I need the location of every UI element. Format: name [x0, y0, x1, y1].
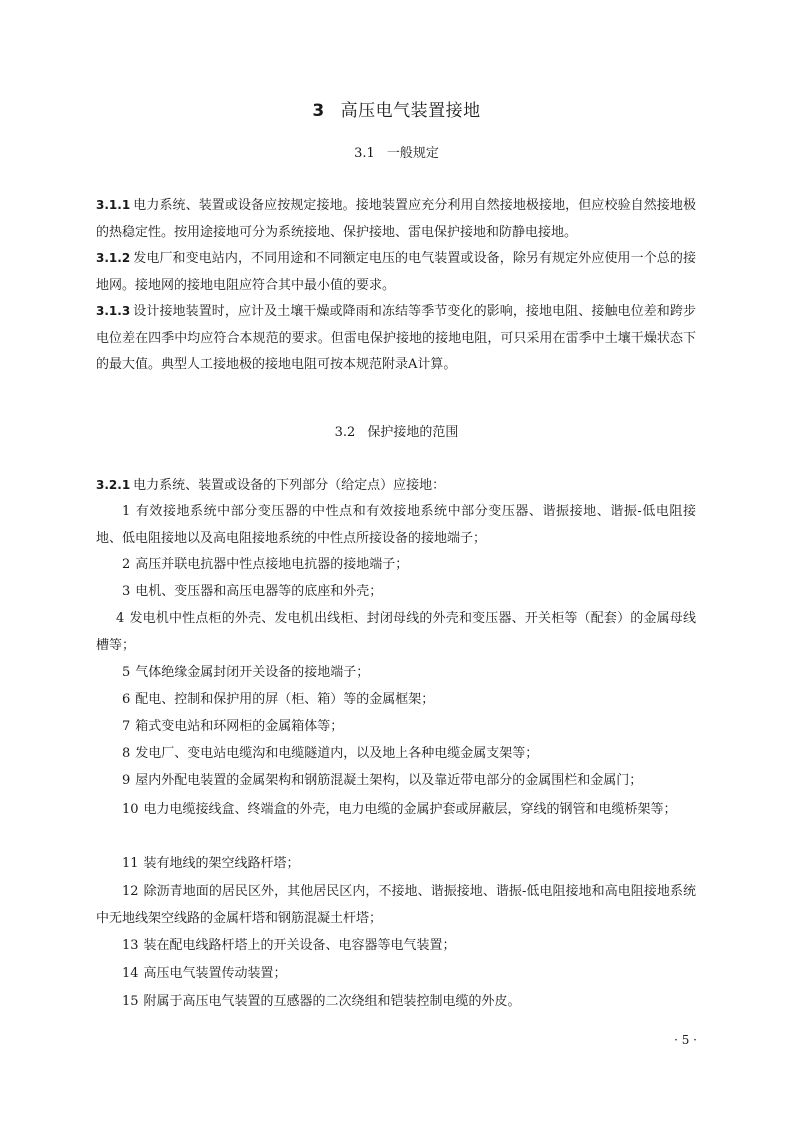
- item-number: 4: [116, 611, 125, 626]
- clause-number: 3.2.1: [96, 478, 131, 492]
- item-text: 装有地线的架空线路杆塔；: [143, 856, 300, 871]
- section-title-text: 保护接地的范围: [367, 425, 459, 440]
- clause-3-1-2: [96, 245, 696, 299]
- chapter-title: [0, 96, 793, 121]
- clause-number: 3.1.3: [96, 304, 131, 318]
- item-text: 有效接地系统中部分变压器的中性点和有效接地系统中部分变压器、谐振接地、谐振-低电阻接地、低电阻接地以及高电阻接地系统的中性点所接设备的接地端子；: [96, 504, 696, 546]
- item-text: 屋内外配电装置的金属架构和钢筋混凝土架构，以及靠近带电部分的金属围栏和金属门；: [135, 773, 643, 788]
- list-item-3: [96, 579, 696, 606]
- chapter-title-text: 高压电气装置接地: [340, 101, 481, 121]
- list-item-14: [96, 961, 696, 988]
- section-title-3-1: [0, 142, 793, 161]
- item-text: 电力电缆接线盒、终端盒的外壳，电力电缆的金属护套或屏蔽层，穿线的钢管和电缆桥架等；: [143, 802, 677, 817]
- item-text: 发电厂、变电站电缆沟和电缆隧道内，以及地上各种电缆金属支架等；: [135, 746, 539, 761]
- clause-3-1-1: [96, 192, 696, 246]
- section-number: 3.1: [354, 146, 375, 161]
- item-text: 气体绝缘金属封闭开关设备的接地端子；: [135, 665, 370, 680]
- item-number: 9: [122, 773, 131, 788]
- chapter-number: 3: [312, 101, 325, 121]
- item-number: 14: [122, 966, 139, 981]
- item-number: 2: [122, 557, 131, 572]
- item-number: 6: [122, 692, 131, 707]
- item-number: 5: [122, 665, 131, 680]
- list-item-7: [96, 714, 696, 741]
- clause-text: 设计接地装置时，应计及土壤干燥或降雨和冻结等季节变化的影响，接地电阻、接触电位差和跨步电位差在四季中均应符合本规范的要求。但雷电保护接地的接地电阻，可只采用在雷季中土壤干燥状态下的最大值。典型人工接地极的接地电阻可按本规范附录A计算。: [96, 304, 696, 372]
- list-item-8: [96, 741, 696, 768]
- item-number: 13: [122, 938, 139, 953]
- item-number: 7: [122, 719, 131, 734]
- item-text: 装在配电线路杆塔上的开关设备、电容器等电气装置；: [143, 938, 456, 953]
- clause-3-1-3: [96, 298, 696, 379]
- item-text: 发电机中性点柜的外壳、发电机出线柜、封闭母线的外壳和变压器、开关柜等（配套）的金属母线槽等；: [96, 611, 696, 653]
- list-item-6: [96, 687, 696, 714]
- list-item-2: [96, 552, 696, 579]
- list-item-9: [96, 768, 696, 795]
- item-number: 3: [122, 584, 131, 599]
- clause-text: 电力系统、装置或设备的下列部分（给定点）应接地：: [133, 478, 446, 493]
- item-text: 箱式变电站和环网柜的金属箱体等；: [135, 719, 344, 734]
- list-item-4: [96, 606, 696, 659]
- item-text: 电机、变压器和高压电器等的底座和外壳；: [135, 584, 383, 599]
- item-number: 15: [122, 994, 139, 1009]
- clause-number: 3.1.1: [96, 198, 131, 212]
- item-number: 10: [122, 802, 139, 817]
- item-text: 除沥青地面的居民区外，其他居民区内，不接地、谐振接地、谐振-低电阻接地和高电阻接地系统中无地线架空线路的金属杆塔和钢筋混凝土杆塔；: [96, 884, 696, 926]
- item-text: 高压电气装置传动装置；: [143, 966, 287, 981]
- item-number: 1: [122, 504, 131, 519]
- item-number: 11: [122, 856, 139, 871]
- page-number: · 5 ·: [674, 1033, 697, 1047]
- clause-text: 发电厂和变电站内，不同用途和不同额定电压的电气装置或设备，除另有规定外应使用一个总的接地网。接地网的接地电阻应符合其中最小值的要求。: [96, 251, 696, 293]
- list-item-13: [96, 933, 696, 960]
- section-title-3-2: [0, 421, 793, 440]
- item-text: 附属于高压电气装置的互感器的二次绕组和铠装控制电缆的外皮。: [143, 994, 521, 1009]
- clause-3-2-1: [96, 472, 696, 500]
- section-title-text: 一般规定: [386, 146, 439, 161]
- item-text: 配电、控制和保护用的屏（柜、箱）等的金属框架；: [135, 692, 435, 707]
- item-number: 12: [122, 884, 139, 899]
- item-number: 8: [122, 746, 131, 761]
- clause-number: 3.1.2: [96, 251, 131, 265]
- item-text: 高压并联电抗器中性点接地电抗器的接地端子；: [135, 557, 409, 572]
- list-item-12: [96, 879, 696, 932]
- list-item-11: [96, 851, 696, 878]
- section-number: 3.2: [334, 425, 356, 440]
- list-item-10: [96, 797, 696, 824]
- clause-text: 电力系统、装置或设备应按规定接地。接地装置应充分利用自然接地极接地，但应校验自然接地极的热稳定性。按用途接地可分为系统接地、保护接地、雷电保护接地和防静电接地。: [96, 198, 696, 240]
- list-item-15: [96, 989, 696, 1016]
- list-item-1: [96, 499, 696, 552]
- list-item-5: [96, 660, 696, 687]
